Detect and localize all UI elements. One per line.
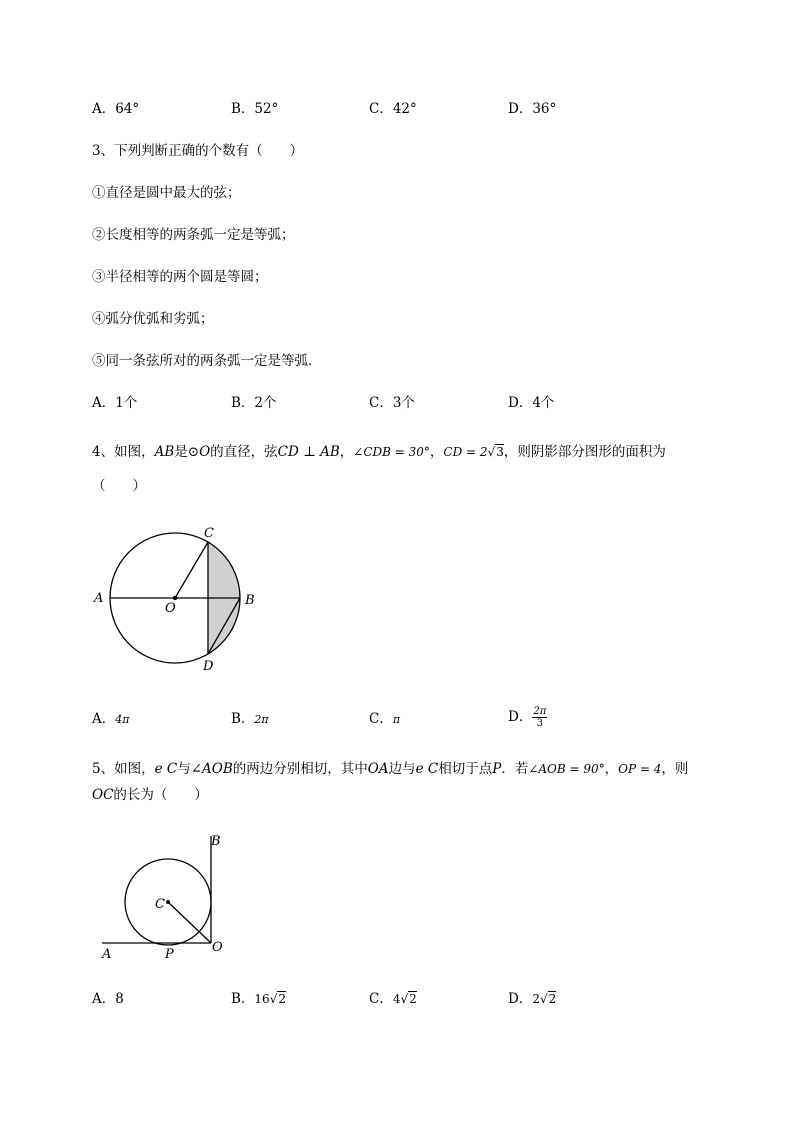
q2-option-b: B．52°	[231, 101, 279, 117]
q3-item-5: ⑤同一条弦所对的两条弧一定是等弧．	[92, 353, 322, 369]
q5-oa: OA	[367, 761, 389, 777]
q5-oc: OC	[92, 787, 114, 803]
q3-option-a: A．1个	[92, 395, 138, 411]
q4-option-c: C．π	[369, 711, 401, 727]
q4-cd-eq: CD = 2	[443, 445, 488, 459]
q4-label-a: A	[94, 591, 104, 606]
q4-circle-o: ⊙O	[187, 444, 211, 460]
q5-label-p: P	[165, 947, 174, 962]
q5-option-c: C．4√2	[369, 991, 417, 1007]
q5-label-b: B	[211, 834, 221, 849]
q4-figure	[90, 520, 270, 680]
q4-ab: AB	[154, 444, 175, 460]
q4-label-d: D	[203, 659, 214, 674]
q4-text-2: 的直径，弦	[210, 444, 278, 460]
q5-angle-eq: ∠AOB = 90°	[528, 762, 605, 776]
q5-label-c: C	[155, 897, 165, 912]
q4-sep-1: ，	[339, 444, 354, 460]
q2-option-c: C．42°	[369, 101, 417, 117]
q4-label-b: B	[245, 593, 255, 608]
q5-op-eq: OP = 4	[618, 762, 662, 776]
q3-item-2: ②长度相等的两条弧一定是等弧；	[92, 227, 295, 243]
q3-item-3: ③半径相等的两个圆是等圆；	[92, 269, 268, 285]
q4-prefix: 4、如图，	[92, 444, 155, 460]
q5-figure	[96, 830, 236, 965]
q5-stem: 5、如图，e C与∠AOB的两边分别相切，其中OA边与e C相切于点P．若∠AOB = 90°，OP = 4，则	[92, 761, 689, 777]
q4-angle: ∠CDB = 30°	[353, 445, 430, 459]
q4-label-c: C	[204, 526, 214, 541]
q4-center-dot	[173, 596, 177, 600]
q3-option-c: C．3个	[369, 395, 415, 411]
q5-label-a: A	[102, 947, 112, 962]
q5-option-b: B．16√2	[231, 991, 286, 1007]
q2-option-d: D．36°	[508, 101, 557, 117]
q5-stem-line-2: OC的长为（ ）	[92, 787, 208, 803]
q4-label-o: O	[165, 601, 176, 616]
q5-option-a: A．8	[92, 991, 124, 1007]
q5-label-o: O	[212, 940, 223, 955]
q5-segment-oc	[168, 902, 211, 943]
q5-option-d: D．2√2	[508, 991, 557, 1007]
q5-circle-c-1: e C	[154, 761, 178, 777]
q5-center-dot	[166, 900, 170, 904]
q4-option-b: B．2π	[231, 711, 269, 727]
q3-item-4: ④弧分优弧和劣弧；	[92, 311, 214, 327]
q4-option-d: D． $\frac{2\pi}{3}$	[508, 706, 547, 729]
q4-segment-oc	[175, 542, 208, 598]
q4-cd-perp-ab: CD ⊥ AB	[277, 444, 340, 460]
q3-option-d: D．4个	[508, 395, 555, 411]
q3-item-1: ①直径是圆中最大的弦；	[92, 185, 241, 201]
q4-text-1: 是	[174, 444, 188, 460]
q4-paren: （ ）	[92, 478, 146, 494]
q5-circle-c-2: e C	[415, 761, 439, 777]
q4-option-a: A．4π	[92, 711, 130, 727]
q4-sqrt3: 3	[496, 445, 504, 459]
q4-stem: 4、如图，AB是⊙O的直径，弦CD ⊥ AB，∠CDB = 30°，CD = 2√3，则阴影部分图形的面积为	[92, 444, 666, 460]
q4-text-3: ，则阴影部分图形的面积为	[503, 444, 666, 460]
q5-angle-aob: ∠AOB	[190, 761, 233, 777]
q3-option-b: B．2个	[231, 395, 277, 411]
q2-option-a: A．64°	[92, 101, 140, 117]
q5-point-p: P	[492, 761, 502, 777]
q3-stem: 3、下列判断正确的个数有（ ）	[92, 143, 304, 159]
q4-sep-2: ，	[429, 444, 444, 460]
